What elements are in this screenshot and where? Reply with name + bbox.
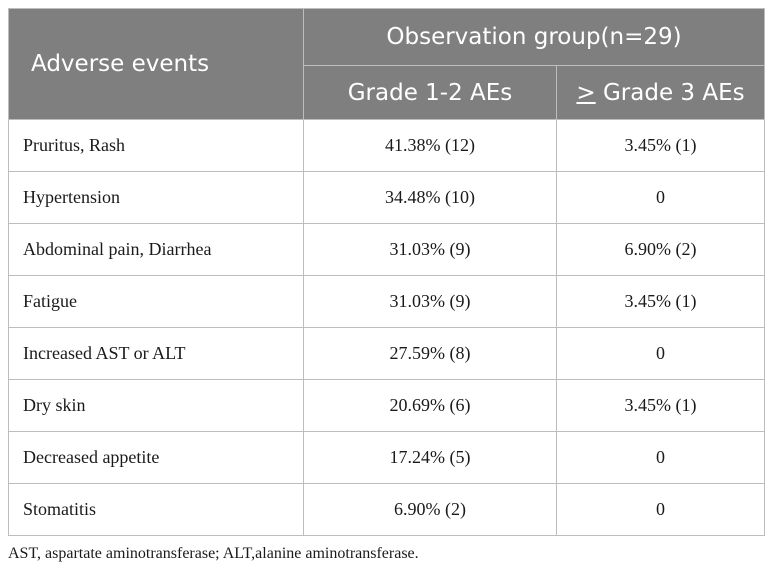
grade-3-cell: 3.45% (1) [557,380,765,432]
header-grade-1-2: Grade 1-2 AEs [304,66,557,120]
event-name-cell: Hypertension [9,172,304,224]
grade-3-cell: 0 [557,432,765,484]
table-row [9,224,765,276]
event-name-cell: Stomatitis [9,484,304,536]
header-observation-group: Observation group(n=29) [304,9,765,66]
event-name-cell: Increased AST or ALT [9,328,304,380]
table-row [9,380,765,432]
grade-3-cell: 6.90% (2) [557,224,765,276]
table-row [9,120,765,172]
table-row [9,484,765,536]
grade-1-2-cell: 31.03% (9) [304,276,557,328]
grade-1-2-cell: 34.48% (10) [304,172,557,224]
grade-3-cell: 3.45% (1) [557,120,765,172]
table-footnote: AST, aspartate aminotransferase; ALT,alanine aminotransferase. [8,545,419,562]
table-row [9,328,765,380]
grade-3-cell: 0 [557,172,765,224]
table-row [9,276,765,328]
greater-equal-symbol: > [576,79,596,106]
event-name-cell: Dry skin [9,380,304,432]
grade-1-2-cell: 17.24% (5) [304,432,557,484]
grade-3-cell: 0 [557,328,765,380]
event-name-cell: Fatigue [9,276,304,328]
grade-1-2-cell: 20.69% (6) [304,380,557,432]
event-name-cell: Pruritus, Rash [9,120,304,172]
grade-1-2-cell: 41.38% (12) [304,120,557,172]
grade-3-cell: 3.45% (1) [557,276,765,328]
adverse-events-table [8,8,765,536]
header-adverse-events: Adverse events [9,9,304,120]
table-row [9,172,765,224]
header-grade-3 [557,66,765,120]
table-row [9,432,765,484]
event-name-cell: Decreased appetite [9,432,304,484]
grade-3-cell: 0 [557,484,765,536]
grade-1-2-cell: 31.03% (9) [304,224,557,276]
header-grade-3-label: Grade 3 AEs [595,79,745,106]
grade-1-2-cell: 27.59% (8) [304,328,557,380]
grade-1-2-cell: 6.90% (2) [304,484,557,536]
event-name-cell: Abdominal pain, Diarrhea [9,224,304,276]
